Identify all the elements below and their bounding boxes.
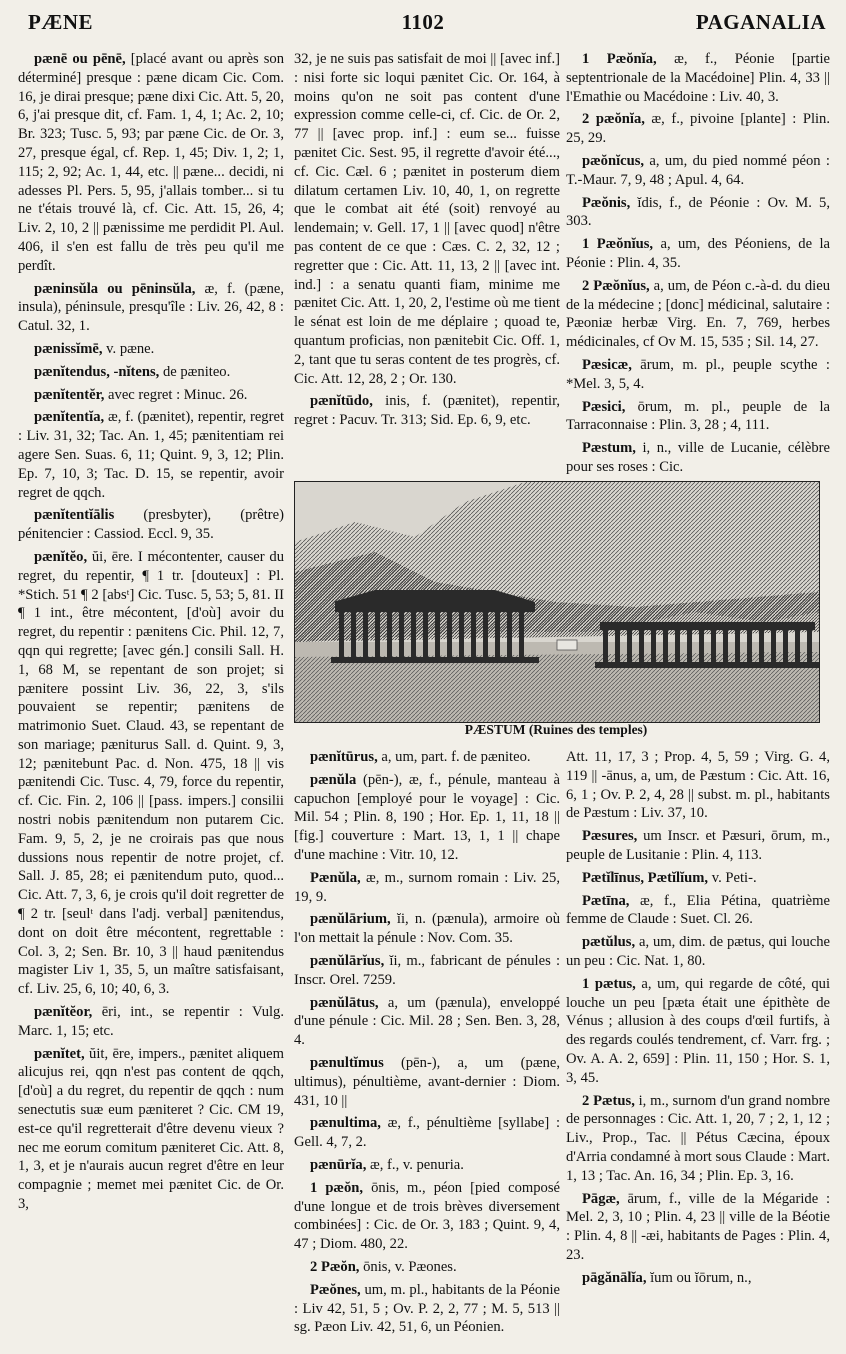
entry-text: æ, f., pénultième [syllabe] : Gell. 4, 7, 2.: [294, 1115, 560, 1151]
dictionary-entry: [566, 1092, 830, 1186]
dictionary-entry: [294, 1114, 560, 1152]
entry-headword: 2 Pætus,: [582, 1092, 635, 1109]
entry-headword: 2 Pæŏnĭus,: [582, 277, 650, 294]
entry-text: i, m., surnom d'un grand nombre de personnages : Cic. Att. 1, 20, 7 ; 2, 1, 12 ; Liv., Prop., Tac. || Pétus Cæcina, époux d'Arria condamné à mort sous Claude : Mart. 1, 13 ; Tac. An. 16, 34 ; Plin. Ep. 3, 16.: [566, 1092, 830, 1184]
dictionary-entry: [294, 771, 560, 865]
dictionary-entry: [294, 50, 560, 388]
entry-headword: 1 pæŏn,: [310, 1179, 364, 1196]
dictionary-entry: [566, 975, 830, 1088]
dictionary-entry: [566, 1190, 830, 1265]
entry-text: æ, f., pivoine [plante] : Plin. 25, 29.: [566, 111, 830, 147]
entry-text: a, um, qui regarde de côté, qui louche un peu [pæta était une épithète de Vénus ; allusion à des coups d'œil furtifs, à des regards coulés tendrement, cf. Varr. frg. ; Ov. A. A. 2, 659] : Plin. 11, 150 ; Hor. S. 1, 3, 45.: [566, 975, 831, 1086]
column-middle-top: [294, 50, 560, 480]
dictionary-entry: [566, 1269, 830, 1288]
paestum-engraving: [294, 481, 820, 723]
entry-headword: pænē ou pēnē,: [34, 51, 126, 67]
dictionary-entry: [294, 1179, 560, 1254]
entry-headword: pænultĭmus: [310, 1054, 384, 1071]
entry-text: [placé avant ou après son déterminé] presque : pæne dicam Cic. Com. 16, je dirai presque; pæne dixi Cic. Att. 5, 20, 6, j'ai presque dit, cf. Fam. 1, 4, 1; Ac. 2, 10; Br. 323; Tusc. 5, 93; par pæne Cic. de Or. 3, 27, presque égal, cf. Rep. 1, 45; Div. 1, 2; 1, 115; 2, 92; Ac. 1, 44, etc. || pæne... decidi, ni adesses Pl. Pers. 5, 95, j'allais tomber... si tu ne t'étais trouvé là, cf. Cic. Att. 15, 26, 4; Liv. 2, 10, 2 || pænissime me perdidit Pl. Aul. 406, il s'en est fallu de très peu qu'il me perdît.: [18, 51, 284, 274]
entry-text: ĭi, m., fabricant de pénules : Inscr. Orel. 7259.: [294, 952, 560, 988]
dictionary-entry: [18, 363, 284, 382]
entry-headword: 1 Pæŏnĭa,: [582, 51, 657, 67]
entry-headword: Pæŏnis,: [582, 194, 631, 211]
entry-text: ārum, m. pl., peuple scythe : *Mel. 3, 5, 4.: [566, 356, 830, 392]
entry-headword: Pæstum,: [582, 440, 636, 457]
dictionary-entry: [566, 827, 830, 865]
entry-headword: Pætĭlīnus, Pætĭlĭum,: [582, 869, 709, 886]
dictionary-entry: [18, 506, 284, 544]
dictionary-entry: [294, 952, 560, 990]
dictionary-entry: [294, 1258, 560, 1277]
entry-headword: pænĭtūrus,: [310, 749, 378, 765]
entry-text: ŭi, ēre. I mécontenter, causer du regret, du repentir, ¶ 1 tr. [douteux] : Pl. *Stich. 51 ¶ 2 [absᵗ] Cic. Tusc. 5, 53; 5, 81. II ¶ 1 int., être mécontent, [d'où] avoir du regret, du repentir : pænitens Cic. Phil. 12, 7, qqn qui regrette; [avec gén.] consili Sall. H. 1, 68 M, se repentant de son projet; si pænitere possint Liv. 36, 22, 3, s'ils pouvaient se repentir; pænitens de matrimonio Suet. Claud. 43, se repentant de son mariage; pæniturus Sall. d. Quint. 9, 3, 12; pænitebunt Pac. d. Non. 475, 18 || vis pænitendi Cic. Tusc. 4, 79, force du repentir, cf. Cic. Fin. 2, 106 || [pass. impers.] consilii nostri nobis pænitendum non putarem Cic. Fam. 9, 5, 2, je ne croirais pas que nous dussions nous repentir de notre projet, cf. Sall. J. 85, 28; ei pænitendum puto, quod... Cic. Att. 7, 3, 6, je crois qu'il doit regretter de ¶ 2 tr. [seulᵗ dans l'adj. verbal] pænitendus, dont on doit être mécontent, regrettable : Col. 3, 2; Sen. Br. 10, 3 || haud pænitendus magister Liv 1, 35, 5, un maître satisfaisant, cf. Liv. 25, 6, 10; 40, 6, 3.: [18, 548, 284, 998]
entry-headword: Pāgæ,: [582, 1190, 620, 1207]
entry-text: ōrum, m. pl., peuple de la Tarraconnaise : Plin. 3, 28 ; 4, 111.: [566, 398, 830, 434]
entry-headword: pætŭlus,: [582, 934, 636, 951]
page-number: 1102: [401, 10, 445, 34]
dictionary-entry: [566, 398, 830, 436]
entry-text: æ, f. (pænitet), repentir, regret : Liv. 31, 32; Tac. An. 1, 45; pænitentiam rei agere Sen. Suas. 6, 11; Quint. 9, 3, 12; Plin. Ep. 7, 10, 3; Tac. D. 15, se repentir, avoir regret de qqch.: [18, 409, 284, 501]
entry-text: æ, f. (pæne, insula), péninsule, presqu'île : Liv. 26, 42, 8 : Catul. 32, 1.: [18, 280, 284, 335]
dictionary-entry: [566, 748, 830, 823]
dictionary-entry: [566, 277, 830, 352]
entry-headword: pænŭlārĭus,: [310, 952, 385, 969]
dictionary-entry: [566, 50, 830, 106]
entry-headword: pænultima,: [310, 1115, 381, 1132]
entry-headword: Pæsici,: [582, 398, 626, 415]
entry-text: um, m. pl., habitants de la Péonie : Liv 42, 51, 5 ; Ov. P. 2, 2, 77 ; M. 5, 513 || sg. Pæon Liv. 42, 51, 6, un Péonien.: [294, 1281, 560, 1336]
entry-text: a, um, des Péoniens, de la Péonie : Plin. 4, 35.: [566, 236, 830, 271]
entry-headword: pænŭla: [310, 771, 357, 788]
dictionary-entry: [294, 994, 560, 1050]
entry-headword: pæninsŭla ou pēninsŭla,: [34, 280, 196, 297]
entry-headword: pænĭtet,: [34, 1045, 85, 1062]
column-left: [18, 50, 284, 1218]
entry-headword: 2 Pæŏn,: [310, 1258, 360, 1275]
dictionary-entry: [566, 356, 830, 394]
entry-headword: 1 Pæŏnĭus,: [582, 236, 654, 253]
entry-text: ĭdis, f., de Péonie : Ov. M. 5, 303.: [566, 194, 830, 230]
entry-headword: pænŭlārium,: [310, 911, 391, 928]
entry-headword: pænissĭmē,: [34, 340, 103, 357]
dictionary-entry: [566, 933, 830, 971]
entry-text: æ, f., Péonie [partie septentrionale de la Macédoine] Plin. 4, 33 || l'Emathie ou Macédoine : Liv. 40, 3.: [566, 51, 830, 105]
dictionary-entry: [294, 910, 560, 948]
dictionary-entry: [18, 50, 284, 276]
dictionary-entry: [18, 1003, 284, 1041]
entry-text: Att. 11, 17, 3 ; Prop. 4, 5, 59 ; Virg. G. 4, 119 || -ānus, a, um, de Pæstum : Cic. Att. 16, 6, 1 ; Ov. P. 2, 4, 28 || subst. m. pl., habitants de Pæstum : Liv. 37, 10.: [566, 749, 830, 822]
entry-headword: pænĭtendus, -nĭtens,: [34, 363, 160, 380]
entry-text: i, n., ville de Lucanie, célèbre pour ses roses : Cic.: [566, 440, 830, 475]
entry-text: ōnis, v. Pæones.: [359, 1258, 457, 1275]
dictionary-entry: [18, 280, 284, 336]
column-right-bottom: [566, 748, 830, 1292]
entry-headword: Pæŏnes,: [310, 1281, 361, 1298]
entry-text: a, um, dim. de pætus, qui louche un peu : Cic. Nat. 1, 80.: [566, 934, 830, 969]
entry-headword: pænĭtūdo,: [310, 393, 373, 410]
entry-text: a, um, de Péon c.-à-d. du dieu de la médecine ; [donc] médicinal, salutaire : Pæoniæ herbæ Virg. En. 7, 769, herbes médicinales, cf Ov M. 15, 535 ; Sil. 14, 27.: [566, 277, 830, 351]
entry-headword: pænŭlātus,: [310, 994, 379, 1011]
dictionary-entry: [18, 1045, 284, 1214]
dictionary-entry: [294, 869, 560, 907]
entry-text: ōnis, m., péon [pied composé d'une longue et de trois brèves diversement combinées] : Cic. de Or. 3, 183 ; Quint. 9, 4, 47 ; Diom. 480, 22.: [294, 1179, 560, 1253]
entry-text: um Inscr. et Pæsuri, ōrum, m., peuple de Lusitanie : Plin. 4, 113.: [566, 828, 830, 863]
header-left-guideword: PÆNE: [28, 10, 93, 34]
entry-text: 32, je ne suis pas satisfait de moi || [avec inf.] : nisi forte sic loqui pænitet Cic. Or. 164, à moins qu'on ne soit pas content d'une expression comme celle-ci, cf. Cic. de Or. 2, 77 || [avec prop. inf.] : eum se... fuisse pænitet Cic. Sest. 95, il regrette d'avoir été..., cf. Cic. Cæl. 6 ; pænitet in posterum diem dilatum certamen Liv. 10, 40, 1, on regrette que le combat ait été (soit) renvoyé au lendemain; v. Gell. 17, 1 || [avec quod] n'être pas content de ce que : Cæs. C. 2, 32, 12 ; regretter que : Cic. Att. 11, 13, 2 || [avec int. ind.] : a senatu quanti fiam, minime me pænitet Cic. Att. 1, 20, 2, l'estime où me tient le sénat est loin de me déplaire ; quoad te, quantum proficias, non pænitebit Cic. Off. 1, 2, tant que tu seras content de tes progrès, cf. Cic. Att. 12, 28, 2 ; Or. 130.: [294, 51, 560, 387]
dictionary-entry: [18, 408, 284, 502]
entry-headword: Pæsures,: [582, 828, 638, 845]
page-header: [20, 6, 826, 36]
entry-text: a, um (pænula), enveloppé d'une pénule : Cic. Mil. 28 ; Sen. Ben. 3, 28, 4.: [294, 994, 560, 1049]
entry-headword: pænĭtĕor,: [34, 1004, 93, 1021]
entry-headword: pænĭtentĭa,: [34, 409, 105, 426]
entry-text: a, um, du pied nommé péon : T.-Maur. 7, 9, 48 ; Apul. 4, 64.: [566, 152, 830, 188]
entry-text: a, um, part. f. de pæniteo.: [377, 749, 531, 765]
entry-text: inis, f. (pænitet), repentir, regret : Pacuv. Tr. 313; Sid. Ep. 6, 9, etc.: [294, 393, 560, 429]
column-right-top: [566, 50, 830, 480]
entry-headword: Pænŭla,: [310, 869, 361, 886]
dictionary-entry: [566, 110, 830, 148]
dictionary-entry: [294, 1156, 560, 1175]
entry-text: (pēn-), a, um (pæne, ultimus), pénultième, avant-dernier : Diom. 431, 10 ||: [294, 1054, 560, 1109]
entry-text: ĭi, n. (pænula), armoire où l'on mettait la pénule : Nov. Com. 35.: [294, 911, 560, 947]
entry-headword: pæŏnĭcus,: [582, 152, 645, 169]
entry-text: æ, f., Elia Pétina, quatrième femme de Claude : Suet. Cl. 26.: [566, 892, 830, 928]
entry-text: (presbyter), (prêtre) pénitencier : Cassiod. Eccl. 9, 35.: [18, 507, 284, 543]
dictionary-entry: [18, 548, 284, 999]
entry-headword: pāgănālĭa,: [582, 1269, 647, 1286]
dictionary-entry: [566, 235, 830, 273]
dictionary-entry: [294, 1281, 560, 1337]
figure-caption: PÆSTUM (Ruines des temples): [464, 722, 648, 737]
entry-text: v. pæne.: [102, 340, 155, 357]
dictionary-entry: [18, 340, 284, 359]
column-middle-bottom: [294, 748, 560, 1341]
entry-text: ŭit, ēre, impers., pænitet aliquem alicujus rei, qqn n'est pas content de qqch, [d'où] a du regret, du repentir de qqch : num senectutis suæ eum pæniteret ? Cic. CM 19, est-ce qu'il regretterait d'être devenu vieux ? nec me eorum comitum pæniteret Cic. Att. 8, 1, 3, et je n'aurais aucun regret d'être en leur compagnie ; memet mei pænitet Cic. de Or. 3,: [18, 1045, 284, 1213]
entry-text: v. Peti-.: [708, 869, 757, 886]
dictionary-entry: [294, 392, 560, 430]
entry-text: ārum, f., ville de la Mégaride : Mel. 2, 3, 10 ; Plin. 4, 23 || ville de la Béotie : Plin. 4, 8 || -æi, habitants de Pages : Plin. 4, 23.: [566, 1190, 830, 1263]
temple-ruins-illustration: [295, 482, 819, 722]
dictionary-entry: [18, 386, 284, 405]
dictionary-entry: [294, 1054, 560, 1110]
dictionary-entry: [566, 194, 830, 232]
dictionary-entry: [294, 748, 560, 767]
entry-text: æ, f., v. penuria.: [366, 1156, 464, 1173]
entry-text: avec regret : Minuc. 26.: [104, 386, 248, 403]
header-right-guideword: PAGANALIA: [695, 10, 826, 34]
entry-headword: pænĭtentĕr,: [34, 386, 105, 403]
dictionary-entry: [566, 152, 830, 190]
entry-text: (pēn-), æ, f., pénule, manteau à capuchon [employé pour le voyage] : Cic. Mil. 54 ; Plin. 8, 190 ; Hor. Ep. 1, 11, 18 || [fig.] couverture : Mart. 13, 1, 1 || chape d'une machine : Vitr. 10, 12.: [294, 771, 560, 863]
entry-headword: 2 pæŏnĭa,: [582, 111, 645, 128]
entry-text: ēri, int., se repentir : Vulg. Marc. 1, 15; etc.: [18, 1004, 284, 1039]
entry-headword: pænĭtentĭālis: [34, 507, 115, 524]
entry-headword: pænĭtĕo,: [34, 548, 88, 565]
entry-headword: Pætīna,: [582, 892, 630, 909]
dictionary-entry: [566, 892, 830, 930]
dictionary-entry: [566, 869, 830, 888]
entry-headword: pænūrĭa,: [310, 1156, 367, 1173]
dictionary-entry: [566, 439, 830, 477]
entry-text: æ, m., surnom romain : Liv. 25, 19, 9.: [294, 869, 560, 905]
entry-headword: 1 pætus,: [582, 975, 636, 992]
entry-text: de pæniteo.: [159, 363, 231, 380]
entry-text: ĭum ou ĭōrum, n.,: [646, 1269, 752, 1286]
entry-headword: Pæsicæ,: [582, 356, 632, 373]
